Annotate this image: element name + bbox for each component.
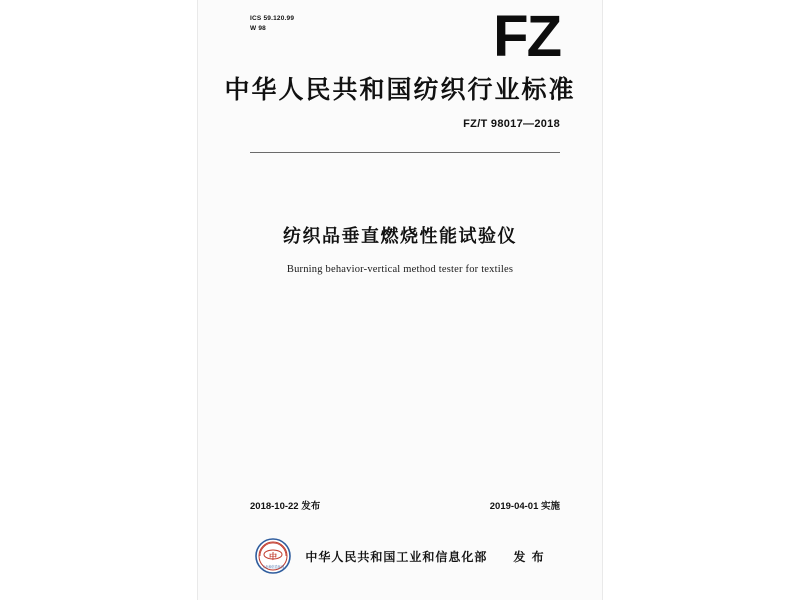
- issuer-name: 中华人民共和国工业和信息化部: [305, 549, 488, 564]
- ccs-code: W 98: [250, 25, 266, 33]
- issuer-publish-label: 发 布: [513, 549, 545, 564]
- ics-classification-block: [250, 14, 294, 34]
- document-title-chinese: 纺织品垂直燃烧性能试验仪: [283, 226, 517, 247]
- emblem-seal-icon: [255, 538, 291, 574]
- header-divider: [250, 152, 560, 153]
- date-row: [250, 498, 560, 512]
- cover-sheet: [197, 0, 603, 600]
- svg-text:中: 中: [269, 552, 278, 561]
- document-title-english: Burning behavior-vertical method tester for textiles: [286, 264, 514, 275]
- issue-date: 2018-10-22 发布: [250, 501, 321, 512]
- svg-text:工业和信息化部: 工业和信息化部: [262, 565, 285, 569]
- implementation-date: 2019-04-01 实施: [489, 501, 560, 512]
- fz-logo: FZ: [493, 4, 560, 69]
- ics-number: ICS 59.120.99: [250, 15, 295, 22]
- issuer-row: [198, 538, 602, 574]
- standard-number: FZ/T 98017—2018: [463, 118, 560, 130]
- standard-organization-title: 中华人民共和国纺织行业标准: [224, 75, 576, 104]
